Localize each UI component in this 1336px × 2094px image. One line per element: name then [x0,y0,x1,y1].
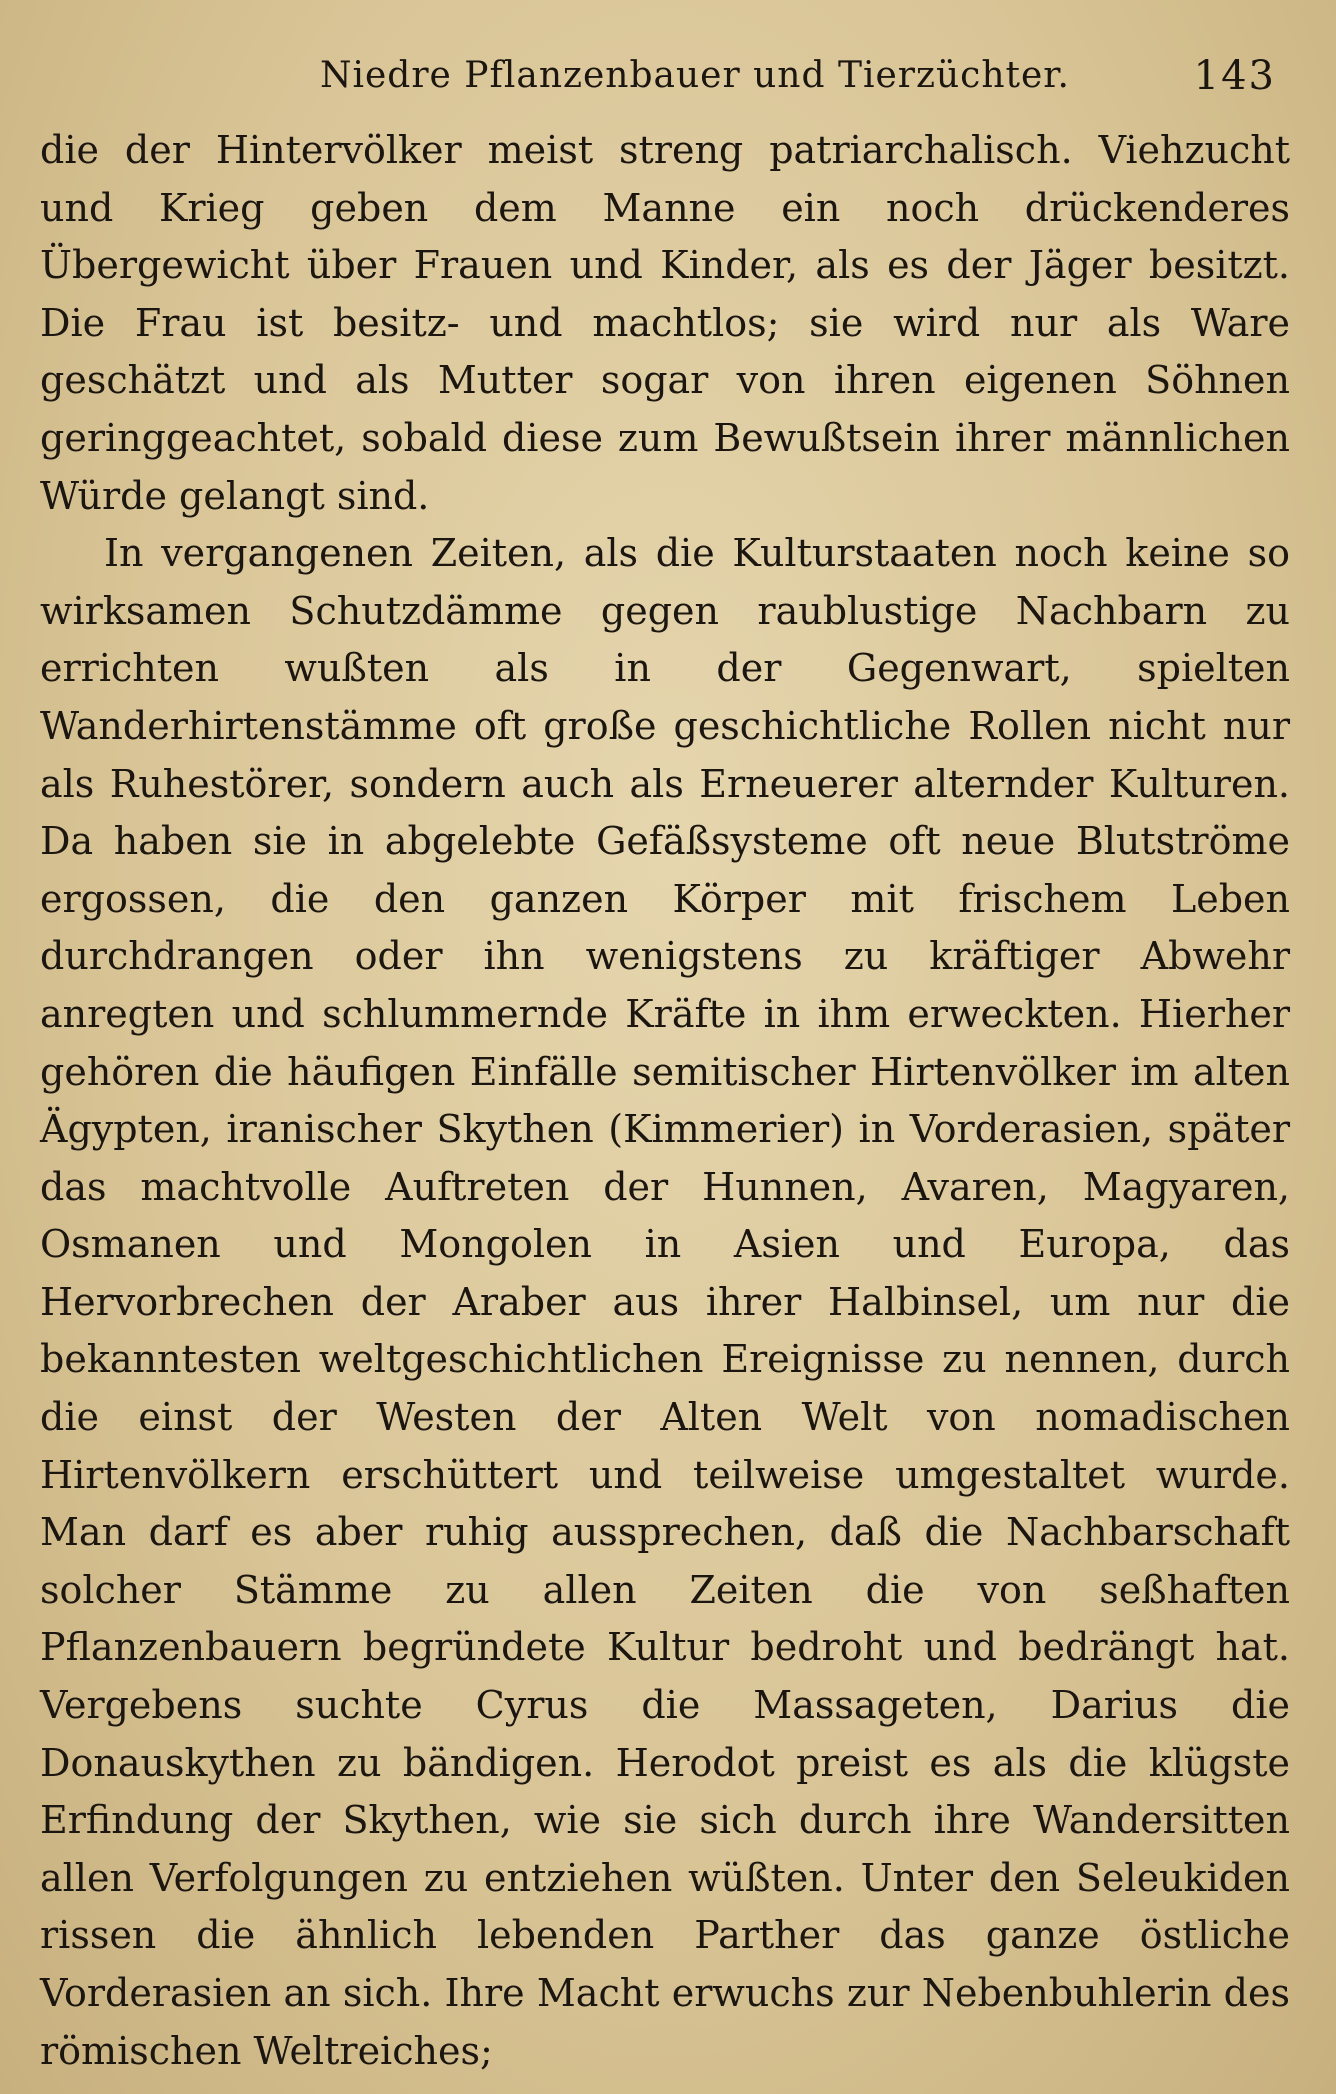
paragraph: In vergangenen Zeiten, als die Kulturstaaten noch keine so wirksamen Schutzdämme gegen raublustige Nachbarn zu errichten wußten als in der Gegenwart, spielten Wanderhirtenstämme oft große geschichtliche Rollen nicht nur als Ruhestörer, sondern auch als Erneuerer alternder Kulturen. Da haben sie in abgelebte Gefäßsysteme oft neue Blutströme ergossen, die den ganzen Körper mit frischem Leben durchdrangen oder ihn wenigstens zu kräftiger Abwehr anregten und schlummernde Kräfte in ihm erweckten. Hierher gehören die häufigen Einfälle semitischer Hirtenvölker im alten Ägypten, iranischer Skythen (Kimmerier) in Vorderasien, später das machtvolle Auftreten der Hunnen, Avaren, Magyaren, Osmanen und Mongolen in Asien und Europa, das Hervorbrechen der Araber aus ihrer Halbinsel, um nur die bekanntesten weltgeschichtlichen Ereignisse zu nennen, durch die einst der Westen der Alten Welt von nomadischen Hirtenvölkern erschüttert und teilweise umgestaltet wurde. Man darf es aber ruhig aussprechen, daß die Nachbarschaft solcher Stämme zu allen Zeiten die von seßhaften Pflanzenbauern begründete Kultur bedroht und bedrängt hat. Vergebens suchte Cyrus die Massageten, Darius die Donauskythen zu bändigen. Herodot preist es als die klügste Erfindung der Skythen, wie sie sich durch ihre Wandersitten allen Verfolgungen zu entziehen wüßten. Unter den Seleukiden rissen die ähnlich lebenden Parther das ganze östliche Vorderasien an sich. Ihre Macht erwuchs zur Nebenbuhlerin des römischen Weltreiches; [40,531,1290,2073]
page-number: 143 [1193,53,1276,99]
paragraph-continuation: die der Hintervölker meist streng patriarchalisch. Viehzucht und Krieg geben dem Manne ein noch drückenderes Übergewicht über Frauen und Kinder, als es der Jäger besitzt. Die Frau ist besitz- und machtlos; sie wird nur als Ware geschätzt und als Mutter sogar von ihren eigenen Söhnen geringgeachtet, sobald diese zum Bewußtsein ihrer männlichen Würde gelangt sind. [40,128,1290,518]
body-text [40,122,1290,2080]
running-head [40,42,1290,110]
running-title: Niedre Pflanzenbauer und Tierzüchter. [319,55,1070,96]
